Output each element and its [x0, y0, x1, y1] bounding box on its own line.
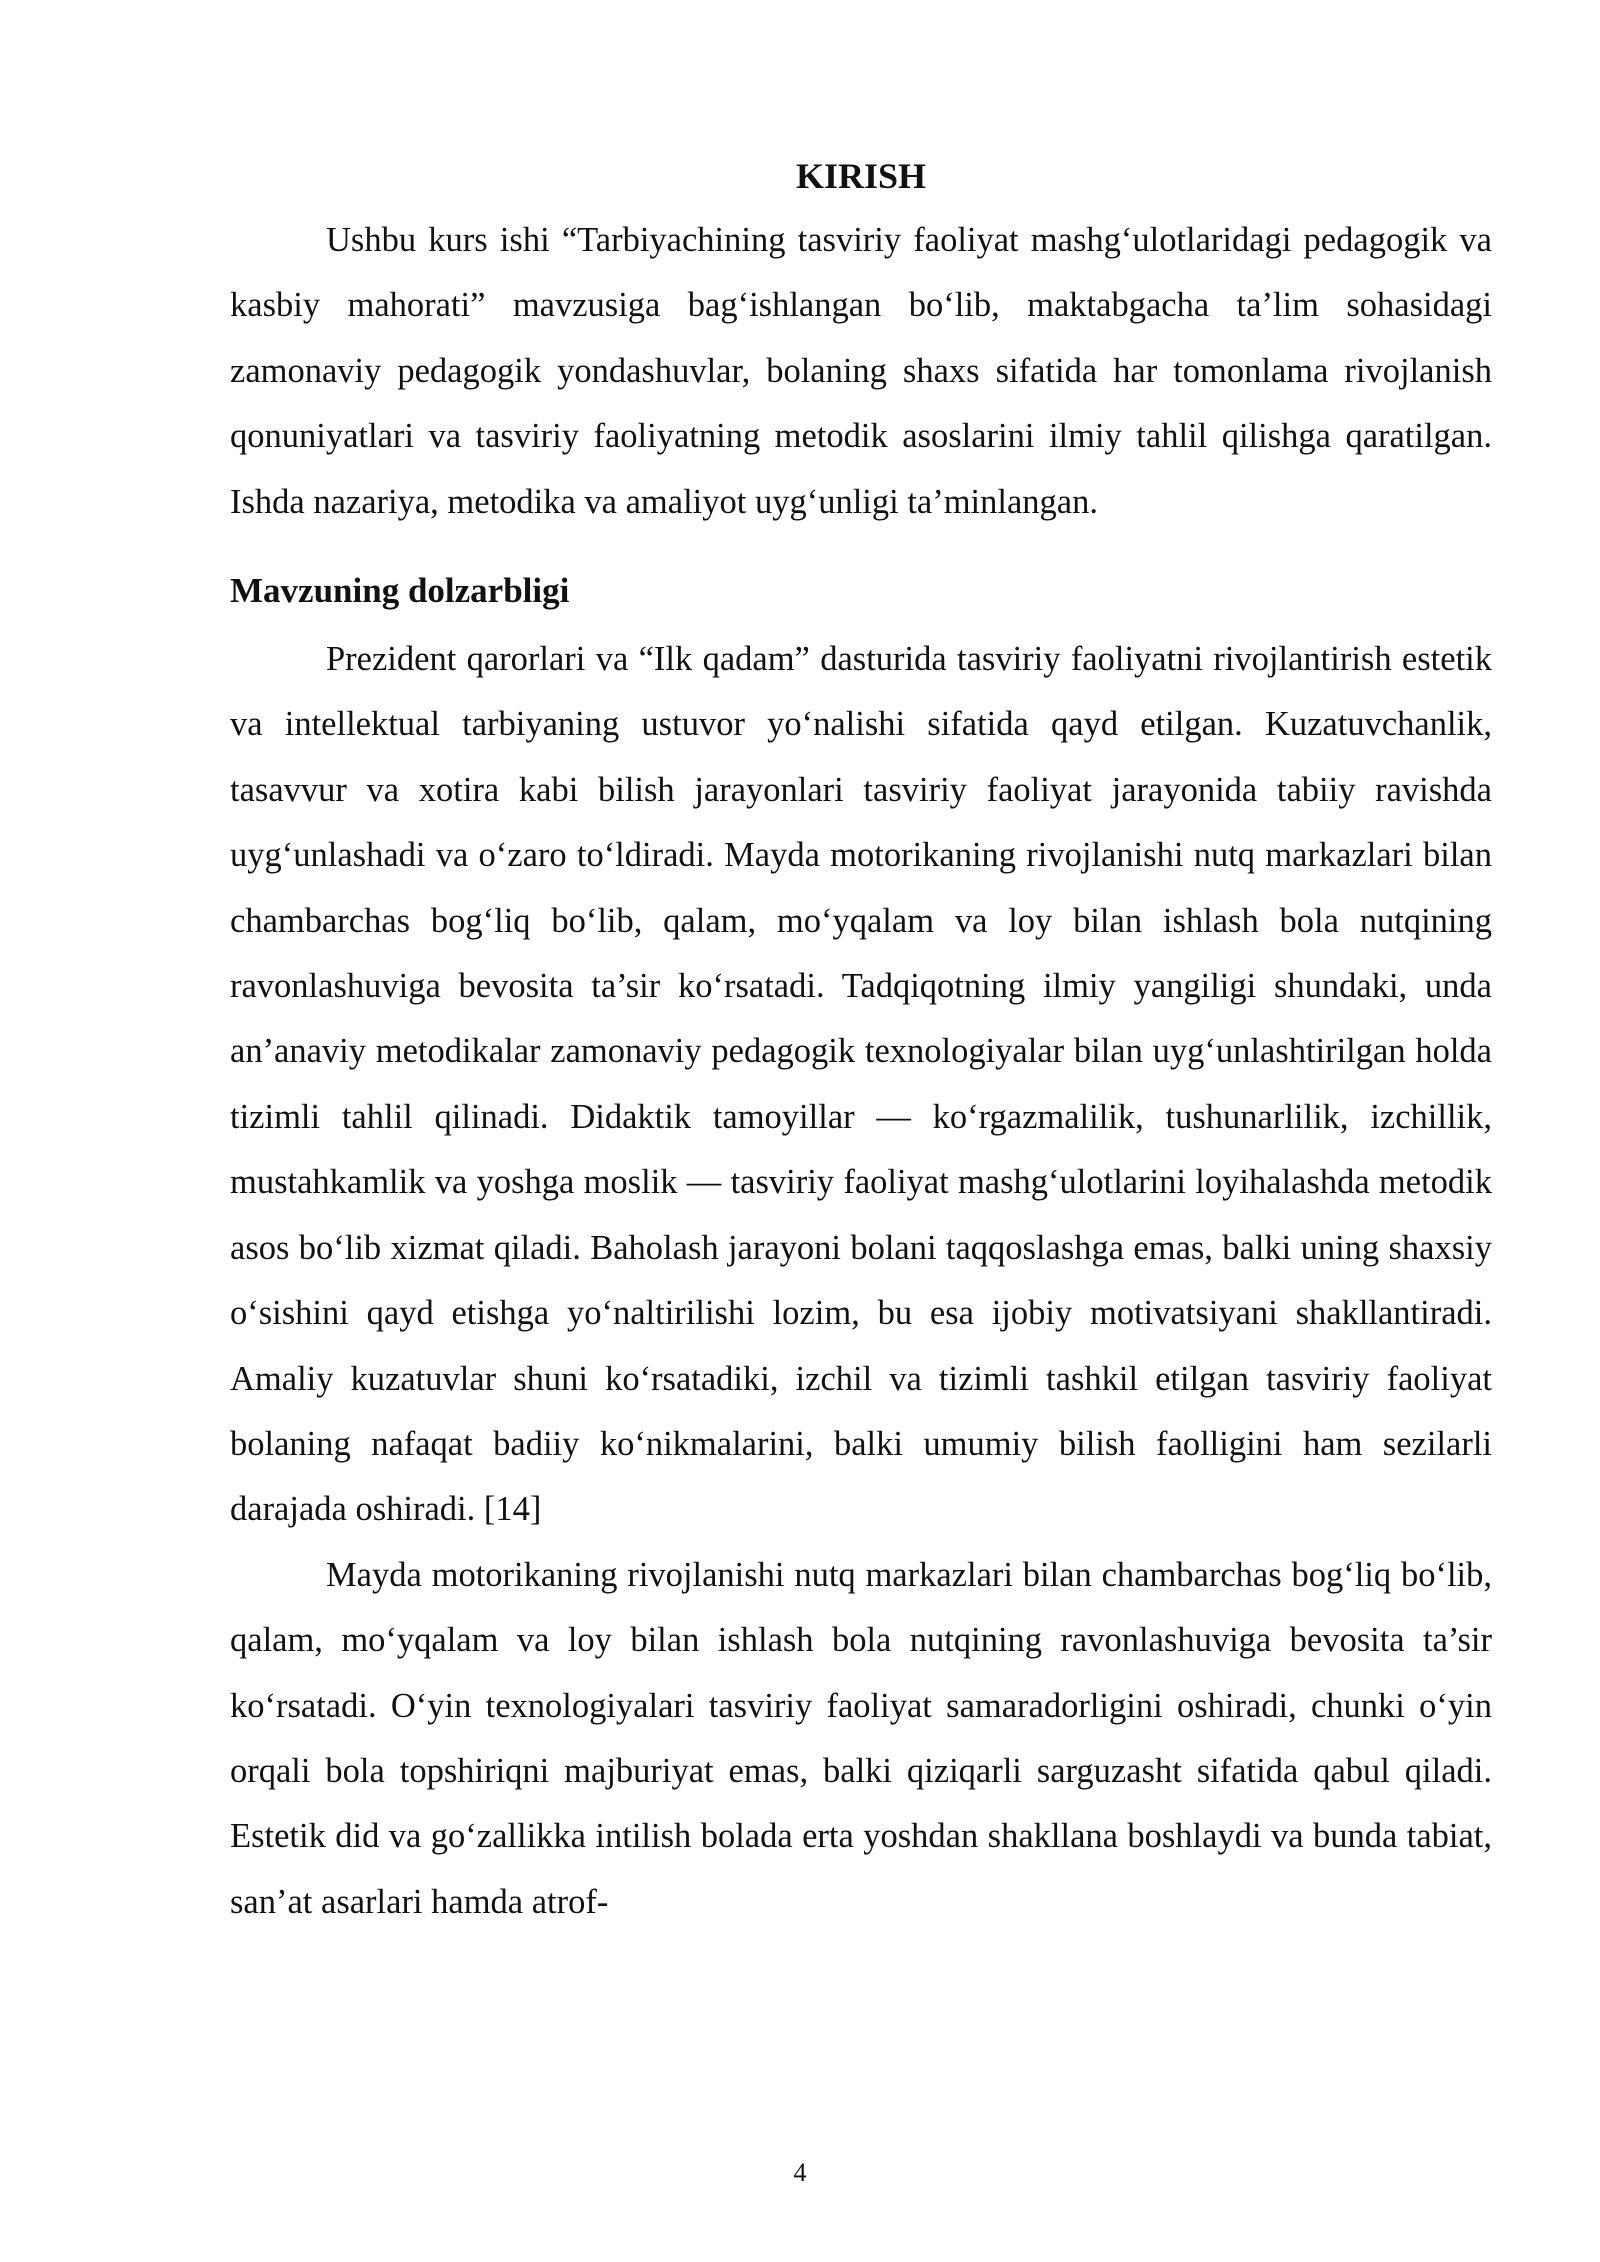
page-number: 4 — [793, 2158, 807, 2187]
intro-paragraph: Ushbu kurs ishi “Tarbiyachining tasviriy faoliyat mashg‘ulotlaridagi pedagogik va kasbiy mahorati” mavzusiga bag‘ishlangan bo‘lib, maktabgacha ta’lim sohasidagi zamonaviy pedagogik yondashuvlar, bolaning shaxs sifatida har tomonlama rivojlanish qonuniyatlari va tasviriy faoliyatning metodik asoslarini ilmiy tahlil qilishga qaratilgan. Ishda nazariya, metodika va amaliyot uyg‘unligi ta’minlangan. — [230, 221, 1492, 521]
section-paragraph-2: Mayda motorikaning rivojlanishi nutq markazlari bilan chambarchas bog‘liq bo‘lib, qalam, mo‘yqalam va loy bilan ishlash bola nutqining ravonlashuviga bevosita ta’sir ko‘rsatadi. O‘yin texnologiyalari tasviriy faoliyat samaradorligini oshiradi, chunki o‘yin orqali bola topshiriqni majburiyat emas, balki qiziqarli sarguzasht sifatida qabul qiladi. Estetik did va go‘zallikka intilish bolada erta yoshdan shakllana boshlaydi va bunda tabiat, san’at asarlari hamda atrof- — [230, 1555, 1492, 1921]
section-paragraph-1: Prezident qarorlari va “Ilk qadam” dasturida tasviriy faoliyatni rivojlantirish estetik va intellektual tarbiyaning ustuvor yo‘nalishi sifatida qayd etilgan. Kuzatuvchanlik, tasavvur va xotira kabi bilish jarayonlari tasviriy faoliyat jarayonida tabiiy ravishda uyg‘unlashadi va o‘zaro to‘ldiradi. Mayda motorikaning rivojlanishi nutq markazlari bilan chambarchas bog‘liq bo‘lib, qalam, mo‘yqalam va loy bilan ishlash bola nutqining ravonlashuviga bevosita ta’sir ko‘rsatadi. Tadqiqotning ilmiy yangiligi shundaki, unda an’anaviy metodikalar zamonaviy pedagogik texnologiyalar bilan uyg‘unlashtirilgan holda tizimli tahlil qilinadi. Didaktik tamoyillar — ko‘rgazmalilik, tushunarlilik, izchillik, mustahkamlik va yoshga moslik — tasviriy faoliyat mashg‘ulotlarini loyihalashda metodik asos bo‘lib xizmat qiladi. Baholash jarayoni bolani taqqoslashga emas, balki uning shaxsiy o‘sishini qayd etishga yo‘naltirilishi lozim, bu esa ijobiy motivatsiyani shakllantiradi. Amaliy kuzatuvlar shuni ko‘rsatadiki, izchil va tizimli tashkil etilgan tasviriy faoliyat bolaning nafaqat badiiy ko‘nikmalarini, balki umumiy bilish faolligini ham sezilarli darajada oshiradi. [14] — [230, 640, 1492, 1529]
page-content — [230, 150, 1492, 1935]
document-title: KIRISH — [795, 156, 927, 196]
section-heading: Mavzuning dolzarbligi — [230, 571, 570, 611]
